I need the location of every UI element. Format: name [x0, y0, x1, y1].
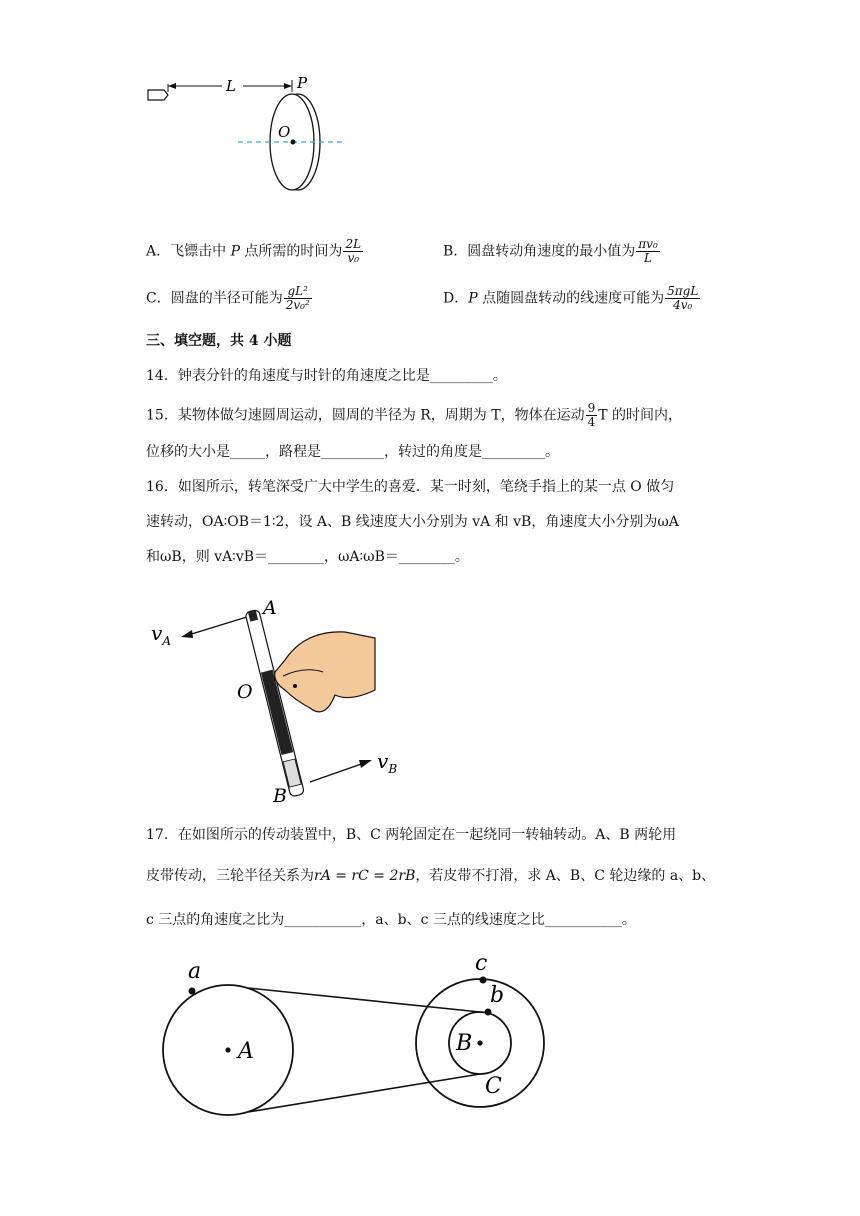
label-vB: $v_B$	[377, 749, 398, 776]
pulley-figure	[150, 950, 560, 1125]
label-A: A	[263, 597, 277, 619]
question-15-line2: 位移的大小是_____，路程是_________，转过的角度是_________。	[146, 444, 559, 460]
center-dot	[291, 140, 296, 145]
fraction: $\frac{\text{5πgL}}{\text{4v₀}}$	[667, 284, 699, 312]
option-B: B．圆盘转动角速度的最小值为 $\frac{\text{πv₀}}{L}$	[443, 237, 658, 265]
hand-icon	[275, 632, 375, 712]
dart-icon	[148, 90, 168, 100]
option-A: A．飞镖击中 P 点所需的时间为 $\frac{2L}{\text{v₀}}$	[146, 237, 362, 265]
label-P: P	[297, 74, 308, 92]
label-c: c	[475, 951, 488, 976]
label-B: B	[273, 785, 287, 805]
label-a: a	[188, 959, 202, 984]
section-title: 三、填空题，共 4 小题	[146, 333, 292, 349]
fraction: $\frac{2L}{\text{v₀}}$	[345, 237, 362, 265]
label-b: b	[490, 983, 505, 1008]
belt-bottom	[248, 1074, 480, 1112]
question-14: 14．钟表分针的角速度与时针的角速度之比是_________。	[146, 368, 507, 384]
label-O: O	[237, 681, 253, 703]
label-C: C	[485, 1074, 502, 1099]
label-A: A	[238, 1039, 254, 1064]
label-O: O	[278, 123, 291, 141]
label-B: B	[456, 1031, 473, 1056]
question-16-line3: 和ωB，则 vA∶vB＝________，ωA∶ωB＝________。	[146, 549, 469, 565]
fraction: $\frac{\text{πv₀}}{L}$	[638, 237, 658, 265]
fraction: $\frac{\text{gL²}}{\text{2v₀²}}$	[285, 284, 310, 312]
question-16-line1: 16．如图所示，转笔深受广大中学生的喜爱．某一时刻，笔绕手指上的某一点 O 做匀	[146, 479, 675, 495]
option-C: C．圆盘的半径可能为 $\frac{\text{gL²}}{\text{2v₀²}}$	[146, 284, 310, 312]
pivot-dot	[293, 684, 297, 688]
pen-spin-figure	[145, 590, 415, 805]
fraction: $\frac{9}{4}$	[587, 401, 596, 429]
question-17-line2: 皮带传动，三轮半径关系为rA = rC = 2rB，若皮带不打滑，求 A、B、C 轮边缘的 a、b、	[146, 868, 716, 884]
label-vA: $v_A$	[151, 621, 171, 648]
dart-disk-figure	[140, 70, 360, 195]
option-D: D．P 点随圆盘转动的线速度可能为 $\frac{\text{5πgL}}{\text{4v₀}}$	[443, 284, 699, 312]
question-17-line3: c 三点的角速度之比为___________，a、b、c 三点的线速度之比___________。	[146, 912, 636, 928]
question-15-line1: 15．某物体做匀速圆周运动，圆周的半径为 R，周期为 T，物体在运动 $\frac{9}{4}$ T 的时间内，	[146, 401, 683, 429]
question-16-line2: 速转动，OA∶OB＝1∶2，设 A、B 线速度大小分别为 vA 和 vB，角速度大小分别为ωA	[146, 514, 679, 530]
label-L: L	[226, 77, 236, 95]
question-17-line1: 17．在如图所示的传动装置中，B、C 两轮固定在一起绕同一转轴转动。A、B 两轮用	[146, 827, 677, 843]
belt-top	[248, 988, 480, 1012]
